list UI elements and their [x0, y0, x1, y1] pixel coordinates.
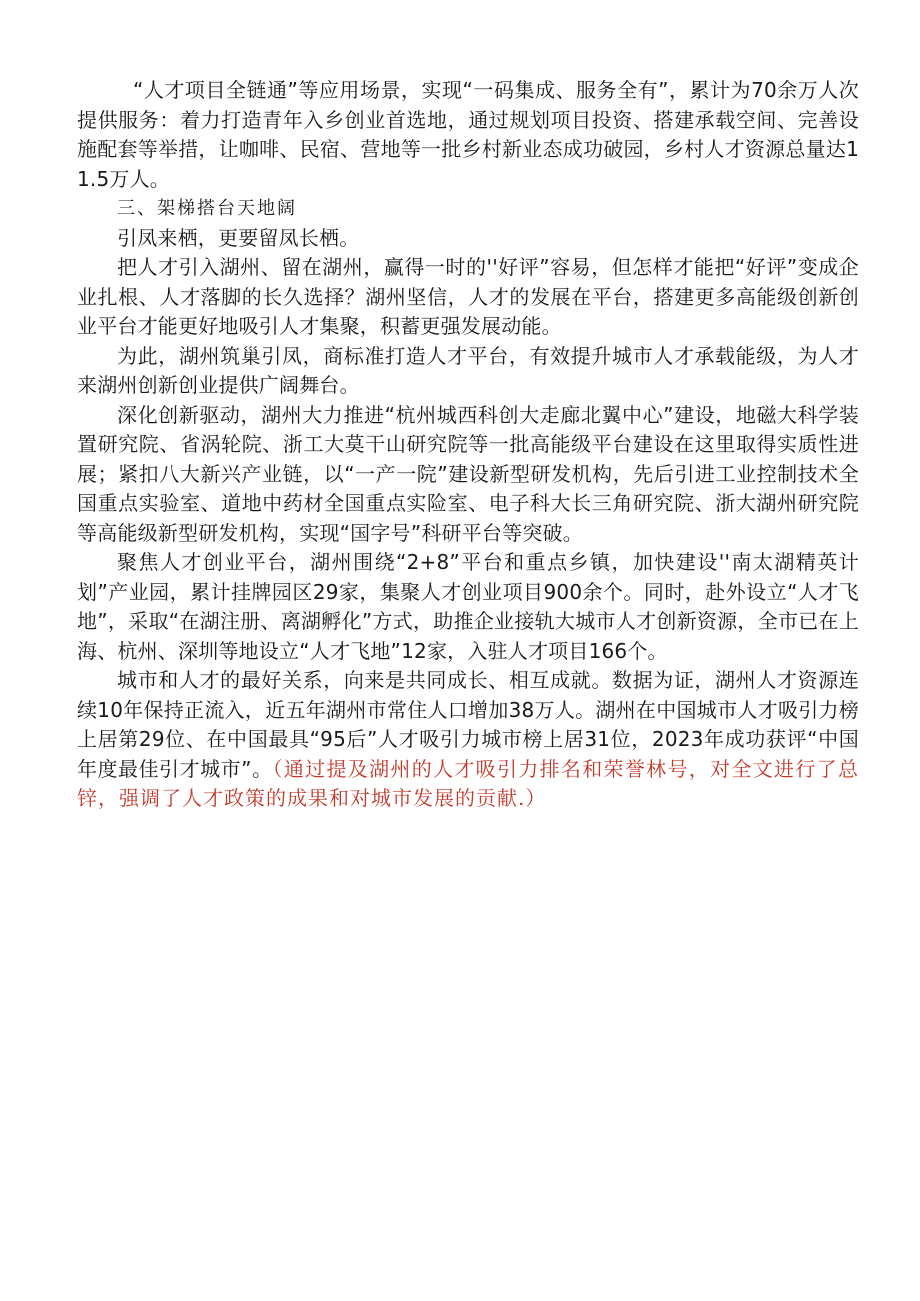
- paragraph-build-platforms: 为此，湖州筑巢引凤，商标准打造人才平台，有效提升城市人才承载能级，为人才来湖州创新创业提供广阔舞台。: [77, 343, 859, 397]
- paragraph-intro: 引凤来栖，更要留凤长栖。: [117, 225, 360, 250]
- paragraph-talent-services: “人才项目全链通”等应用场景，实现“一码集成、服务全有”，累计为70余万人次提供服务：着力打造青年入乡创业首选地，通过规划项目投资、搭建承载空间、完善设施配套等举措，让咖啡、民宿、营地等一批乡村新业态成功破园，乡村人才资源总量达11.5万人。: [77, 78, 859, 191]
- paragraph-entrepreneurship-platforms: 聚焦人才创业平台，湖州围绕“2+8”平台和重点乡镇，加快建设''南太湖精英计划”产业园，累计挂牌园区29家，集聚人才创业项目900余个。同时，赴外设立“人才飞地”，采取“在湖注册、离湖孵化”方式，助推企业接轨大城市人才创新资源，全市已在上海、杭州、深圳等地设立“人才飞地”12家，入驻人才项目166个。: [77, 550, 859, 663]
- paragraph-conclusion: [77, 666, 859, 814]
- paragraph-platform-development: 把人才引入湖州、留在湖州，赢得一时的''好评”容易，但怎样才能把“好评”变成企业扎根、人才落脚的长久选择？湖州坚信，人才的发展在平台，搭建更多高能级创新创业平台才能更好地吸引人才集聚，积蓄更强发展动能。: [77, 255, 859, 338]
- document-body: [77, 76, 859, 814]
- annotation-note: （通过提及湖州的人才吸引力排名和荣誉林号，对全文进行了总锌，强调了人才政策的成果和对城市发展的贡献.）: [77, 756, 859, 810]
- paragraph-innovation-drive: 深化创新驱动，湖州大力推进“杭州城西科创大走廊北翼中心”建设，地磁大科学装置研究院、省涡轮院、浙工大莫干山研究院等一批高能级平台建设在这里取得实质性进展；紧扣八大新兴产业链，以“一产一院”建设新型研发机构，先后引进工业控制技术全国重点实验室、道地中药材全国重点实险室、电子科大长三角研究院、浙大湖州研究院等高能级新型研发机构，实现“国字号”科研平台等突破。: [77, 402, 859, 545]
- section-heading: 三、架梯搭台天地阔: [117, 198, 297, 219]
- conclusion-text: 城市和人才的最好关系，向来是共同成长、相互成就。数据为证，湖州人才资源连续10年保持正流入，近五年湖州市常住人口增加38万人。湖州在中国城市人才吸引力榜上居第29位、在中国最具“95后”人才吸引力城市榜上居31位，2023年成功获评“中国年度最佳引才城市”。: [77, 668, 859, 781]
